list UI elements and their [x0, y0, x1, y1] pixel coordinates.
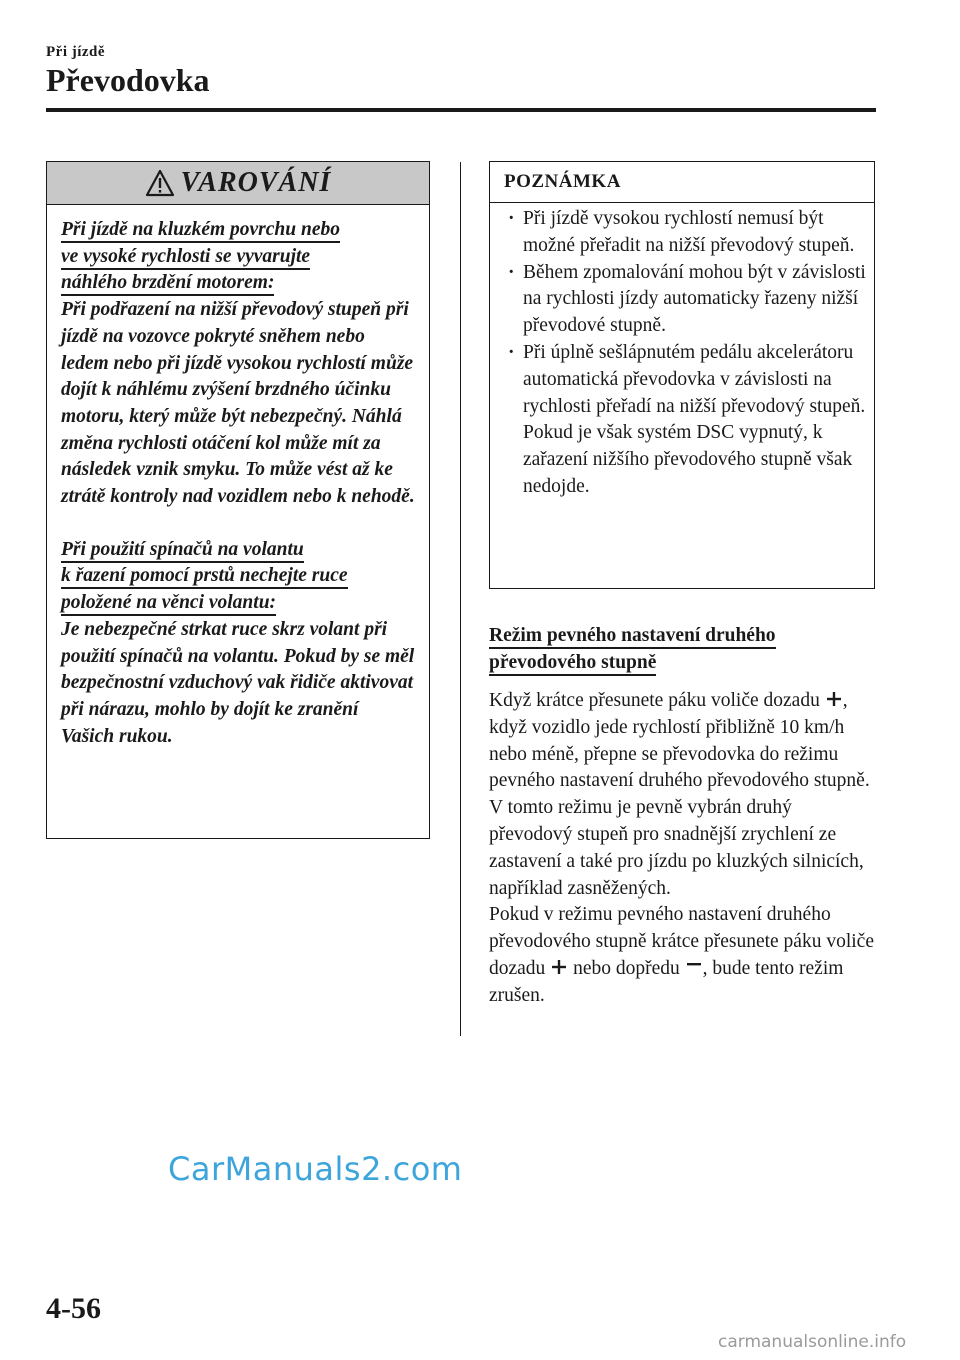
note-title: POZNÁMKA	[490, 162, 874, 203]
warning-header	[47, 162, 429, 205]
watermark: CarManuals2.com	[168, 1150, 463, 1188]
warning-text: Při podřazení na nižší převodový stupeň při jízdě na vozovce pokryté sněhem nebo ledem nebo při jízdě vysokou rychlostí může dojít k náhlému zvýšení brzdného účinku motoru, který může být nebezpečný. Náhlá změna rychlosti otáčení kol může mít za následek vznik smyku. To může vést až ke ztrátě kontroly nad vozidlem nebo k nehodě.	[61, 299, 415, 508]
plus-icon	[551, 957, 567, 973]
column-divider	[460, 162, 461, 1036]
section-label: Při jízdě	[46, 44, 106, 60]
title-rule	[46, 108, 876, 112]
plus-icon	[826, 689, 842, 705]
warning-text: Je nebezpečné strkat ruce skrz volant při použití spínačů na volantu. Pokud by se měl bezpečnostní vzduchový vak řidiče aktivovat při nárazu, mohlo by dojít ke zranění Vašich rukou.	[61, 618, 415, 747]
page-number: 4-56	[46, 1292, 101, 1325]
warning-heading-line: Při jízdě na kluzkém povrchu nebo	[61, 217, 415, 244]
section-paragraph: Když krátce přesunete páku voliče dozadu , když vozidlo jede rychlostí přibližně 10 km/h nebo méně, přepne se převodovka do režimu pevného nastavení druhého převodového stupně. V tomto režimu je pevně vybrán druhý převodový stupeň pro snadnější zrychlení ze zastavení a také pro jízdu po kluzkých silnicích, například zasněžených. Pokud v režimu pevného nastavení druhého převodového stupně krátce přesunete páku voliče dozadu nebo dopředu , bude tento režim zrušen.	[489, 690, 874, 1006]
note-list	[490, 203, 874, 501]
footer-site: carmanualsonline.info	[718, 1332, 907, 1352]
warning-heading-line: k řazení pomocí prstů nechejte ruce	[61, 563, 415, 590]
section-heading: Režim pevného nastavení druhého převodového stupně	[489, 622, 869, 676]
warning-heading-line: položené na věnci volantu:	[61, 590, 415, 617]
warning-heading-line: Při použití spínačů na volantu	[61, 537, 415, 564]
list-item: · Během zpomalování mohou být v závislosti na rychlosti jízdy automaticky řazeny nižší převodové stupně.	[504, 260, 868, 340]
warning-heading-line: ve vysoké rychlosti se vyvarujte	[61, 244, 415, 271]
note-box	[489, 161, 875, 589]
warning-triangle-icon	[145, 169, 175, 197]
warning-body	[47, 205, 429, 750]
warning-box	[46, 161, 430, 839]
list-item: · Při úplně sešlápnutém pedálu akcelerátoru automatická převodovka v závislosti na rychlosti přeřadí na nižší převodový stupeň. Pokud je však systém DSC vypnutý, k zařazení nižšího převodového stupně však nedojde.	[504, 340, 868, 501]
minus-icon	[686, 957, 702, 973]
warning-heading-line: náhlého brzdění motorem:	[61, 270, 415, 297]
warning-title: VAROVÁNÍ	[180, 167, 332, 198]
list-item: · Při jízdě vysokou rychlostí nemusí být možné přeřadit na nižší převodový stupeň.	[504, 206, 868, 260]
page-title: Převodovka	[46, 62, 210, 98]
